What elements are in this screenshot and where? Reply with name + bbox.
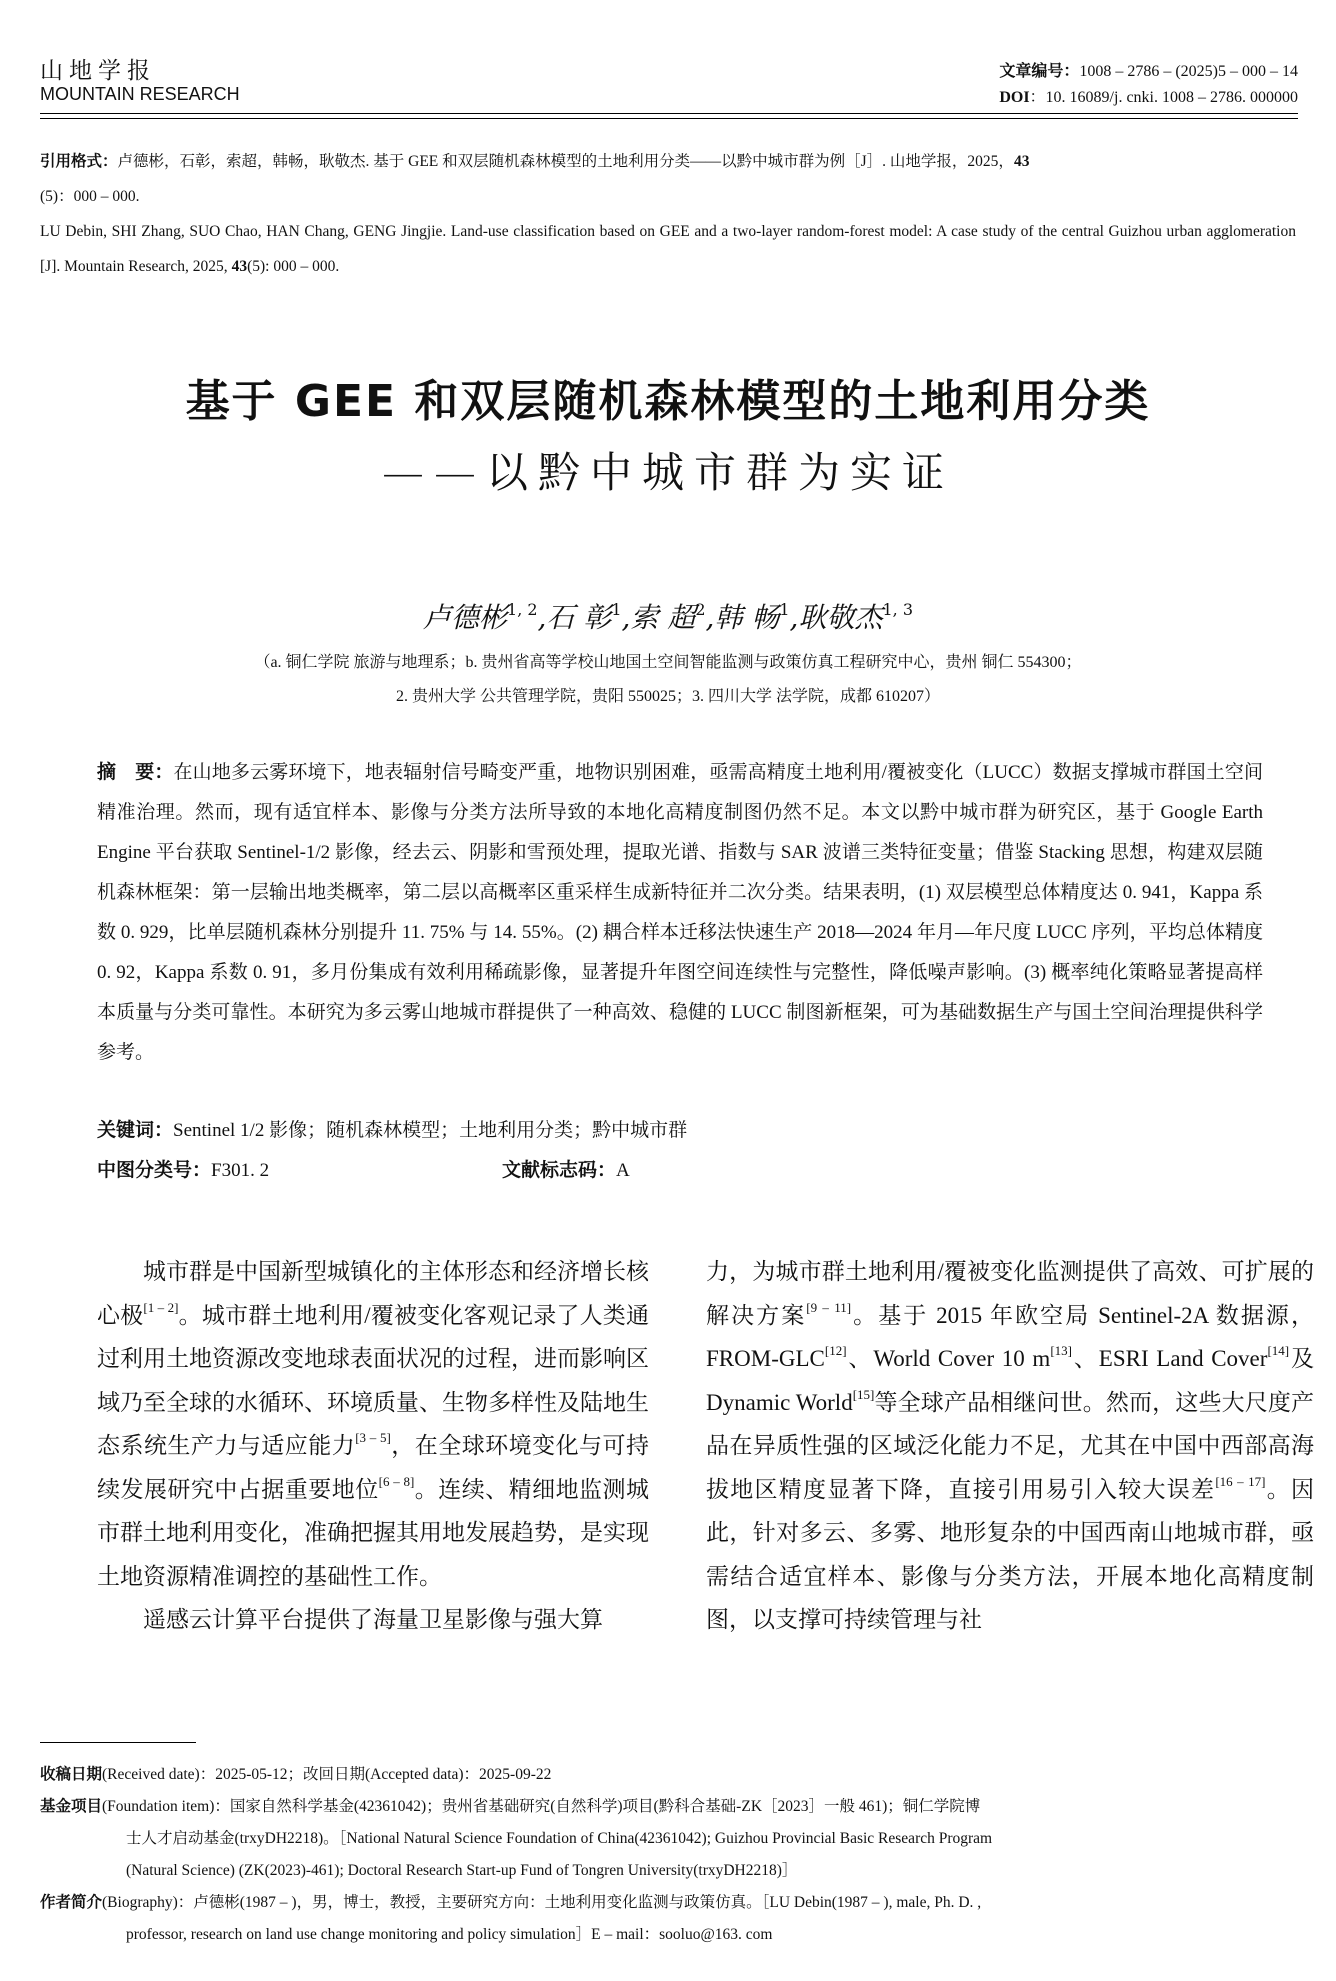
footnote-text: (Received date)：2025-05-12；改回日期(Accepted data)：2025-09-22 [102,1766,552,1783]
author-list: 卢德彬$^{1, 2}$,石 彰$^1$,索 超$^2$,韩 畅$^1$,耿敬杰$^{1, 3}$ [423,600,913,634]
citation-cn-volume: 43 [1013,153,1030,170]
body-text: ，在全球环境变化与可持续发展研究中占据重要地位 [97,1433,650,1502]
citation-en-text: LU Debin, SHI Zhang, SUO Chao, HAN Chang, GENG Jingjie. Land-use classification based on GEE and a two-layer random-forest model: A case study of the central Guizhou urban agglomeration [J]. Mountain Research, 2025, [40,223,1296,275]
footnote-text: (Foundation item)：国家自然科学基金(42361042)；贵州省基础研究(自然科学)项目(黔科合基础-ZK［2023］一般 461)；铜仁学院博 [102,1798,981,1815]
clc-number [97,1155,269,1182]
citation-en-tail: (5): 000 – 000. [247,258,340,275]
abstract-text: 在山地多云雾环境下，地表辐射信号畸变严重，地物识别困难，亟需高精度土地利用/覆被变化（LUCC）数据支撑城市群国土空间精准治理。然而，现有适宜样本、影像与分类方法所导致的本地化高精度制图仍然不足。本文以黔中城市群为研究区，基于 Google Earth Engine 平台获取 Sentinel-1/2 影像，经去云、阴影和雪预处理，提取光谱、指数与 SAR 波谱三类特征变量；借鉴 Stacking 思想，构建双层随机森林框架：第一层输出地类概率，第二层以高概率区重采样生成新特征并二次分类。结果表明，(1) 双层模型总体精度达 0. 941，Kappa 系数 0. 929，比单层随机森林分别提升 11. 75% 与 14. 55%。(2) 耦合样本迁移法快速生产 2018—2024 年月—年尺度 LUCC 序列，平均总体精度 0. 92，Kappa 系数 0. 91，多月份集成有效利用稀疏影像，显著提升年图空间连续性与完整性，降低噪声影响。(3) 概率纯化策略显著提高样本质量与分类可靠性。本研究为多云雾山地城市群提供了一种高效、稳健的 LUCC 制图新框架，可为基础数据生产与国土空间治理提供科学参考。 [97,762,1263,1063]
author [630,601,705,634]
reference-mark[interactable]: [16 – 17] [1215,1473,1266,1489]
footnote-label: 作者简介 [40,1893,103,1911]
author-name: 卢德彬 [423,601,508,634]
body-text: 。连续、精细地监测城市群土地利用变化，准确把握其用地发展趋势，是实现土地资源精准调控的基础性工作。 [97,1476,650,1589]
reference-mark[interactable]: [1 – 2] [143,1299,179,1315]
doi [999,84,1298,107]
footnote-text: professor, research on land use change monitoring and policy simulation］E – mail：sooluo@163. com [126,1926,773,1943]
body-text: 遥感云计算平台提供了海量卫星影像与强大算 [143,1607,603,1632]
footnote-text: 士人才启动基金(trxyDH2218)。［National Natural Science Foundation of China(42361042); Guizhou Provincial Basic Research Program [126,1830,993,1847]
paper-subtitle: ——以黔中城市群为实证 [381,448,954,497]
article-number-label: 文章编号： [999,61,1080,80]
author [798,601,913,634]
author-affiliation-mark: 1 [611,600,622,619]
author-affiliation-mark: 1, 3 [882,600,913,619]
keywords-text: Sentinel 1/2 影像；随机森林模型；土地利用分类；黔中城市群 [173,1120,688,1141]
reference-mark[interactable]: [3 – 5] [355,1430,391,1445]
body-paragraph [706,1250,1314,1642]
body-text: 力，为城市群土地利用/覆被变化监测提供了高效、可扩展的解决方案 [706,1259,1314,1328]
clc-label: 中图分类号： [97,1159,212,1181]
journal-name-en: MOUNTAIN RESEARCH [40,84,240,104]
body-text: 。基于 2015 年欧空局 Sentinel-2A 数据源，FROM-GLC [706,1302,1314,1371]
footnote-received-date [40,1758,1296,1791]
reference-mark[interactable]: [12] [824,1343,847,1358]
author-affiliation-mark: 1 [779,600,790,619]
doi-value: ：10. 16089/j. cnki. 1008 – 2786. 000000 [1029,89,1298,106]
affiliation-line: （a. 铜仁学院 旅游与地理系；b. 贵州省高等学校山地国土空间智能监测与政策仿真工程研究中心，贵州 铜仁 554300； [254,654,1082,671]
citation-en-volume: 43 [231,258,248,275]
body-column-left [97,1250,649,1642]
header-rule-bottom [40,118,1298,119]
citation-cn-tail: (5)：000 – 000. [40,188,140,205]
doi-label: DOI [999,89,1030,106]
footnote-foundation [40,1790,1296,1887]
keywords-label: 关键词： [97,1119,174,1141]
author-name: 韩 畅 [714,601,780,634]
reference-mark[interactable]: [13] [1050,1343,1072,1358]
article-number-value: 1008 – 2786 – (2025)5 – 000 – 14 [1079,63,1298,80]
footnote-text: (Natural Science) (ZK(2023)-461); Doctoral Research Start-up Fund of Tongren University(trxyDH2218)］ [126,1862,798,1879]
footnote-label: 基金项目 [40,1797,103,1815]
author [714,601,789,634]
body-text: 。城市群土地利用/覆被变化客观记录了人类通过利用土地资源改变地球表面状况的过程，进而影响区域乃至全球的水循环、环境质量、生物多样性及陆地生态系统生产力与适应能力 [97,1302,650,1458]
author-name: 石 彰 [546,601,612,634]
abstract [97,752,1263,1073]
body-paragraph [97,1598,649,1642]
body-text: 及 Dynamic World [706,1346,1315,1415]
reference-mark[interactable]: [14] [1267,1343,1290,1358]
document-code [502,1155,630,1182]
author-affiliation-mark: 2 [695,600,706,619]
header-rule-top [40,113,1298,114]
citation-label: 引用格式： [40,152,118,170]
clc-value: F301. 2 [211,1160,270,1181]
author-name: 耿敬杰 [798,601,883,634]
author [423,601,538,634]
citation-cn [40,144,1296,214]
citation-en [40,214,1296,284]
body-column-right [706,1250,1314,1642]
journal-name-cn: 山地学报 [40,58,156,84]
footnote-rule [40,1742,196,1743]
body-text: 城市群是中国新型城镇化的主体形态和经济增长核心极 [97,1259,649,1328]
author-name: 索 超 [630,601,696,634]
keywords [97,1115,687,1142]
author [546,601,621,634]
body-text: 。因此，针对多云、多雾、地形复杂的中国西南山地城市群，亟需结合适宜样本、影像与分类方法，开展本地化高精度制图，以支撑可持续管理与社 [706,1476,1315,1632]
reference-mark[interactable]: [9 – 11] [806,1299,852,1315]
body-text: 、ESRI Land Cover [1072,1346,1268,1371]
document-code-value: A [616,1160,630,1181]
paper-title: 基于 GEE 和双层随机森林模型的土地利用分类 [185,376,1151,427]
footnote-text: (Biography)：卢德彬(1987 – )，男，博士，教授，主要研究方向：土地利用变化监测与政策仿真。［LU Debin(1987 – ), male, Ph. D. , [102,1894,982,1911]
abstract-label: 摘 要： [97,761,174,783]
body-paragraph [97,1250,649,1598]
author-affiliation-mark: 1, 2 [507,600,538,619]
footnote-label: 收稿日期 [40,1765,103,1783]
reference-mark[interactable]: [15] [852,1386,875,1402]
citation-cn-text: 卢德彬，石彰，索超，韩畅，耿敬杰. 基于 GEE 和双层随机森林模型的土地利用分类——以黔中城市群为例［J］. 山地学报，2025， [117,153,1014,170]
body-text: 、World Cover 10 m [846,1346,1051,1371]
footnote-biography [40,1886,1296,1951]
reference-mark[interactable]: [6 – 8] [378,1473,415,1489]
body-text: 等全球产品相继问世。然而，这些大尺度产品在异质性强的区域泛化能力不足，尤其在中国中西部高海拔地区精度显著下降，直接引用易引入较大误差 [706,1389,1315,1502]
affiliation-line: 2. 贵州大学 公共管理学院，贵阳 550025；3. 四川大学 法学院，成都 610207） [395,688,940,705]
document-code-label: 文献标志码： [502,1159,617,1181]
article-number [999,58,1298,81]
